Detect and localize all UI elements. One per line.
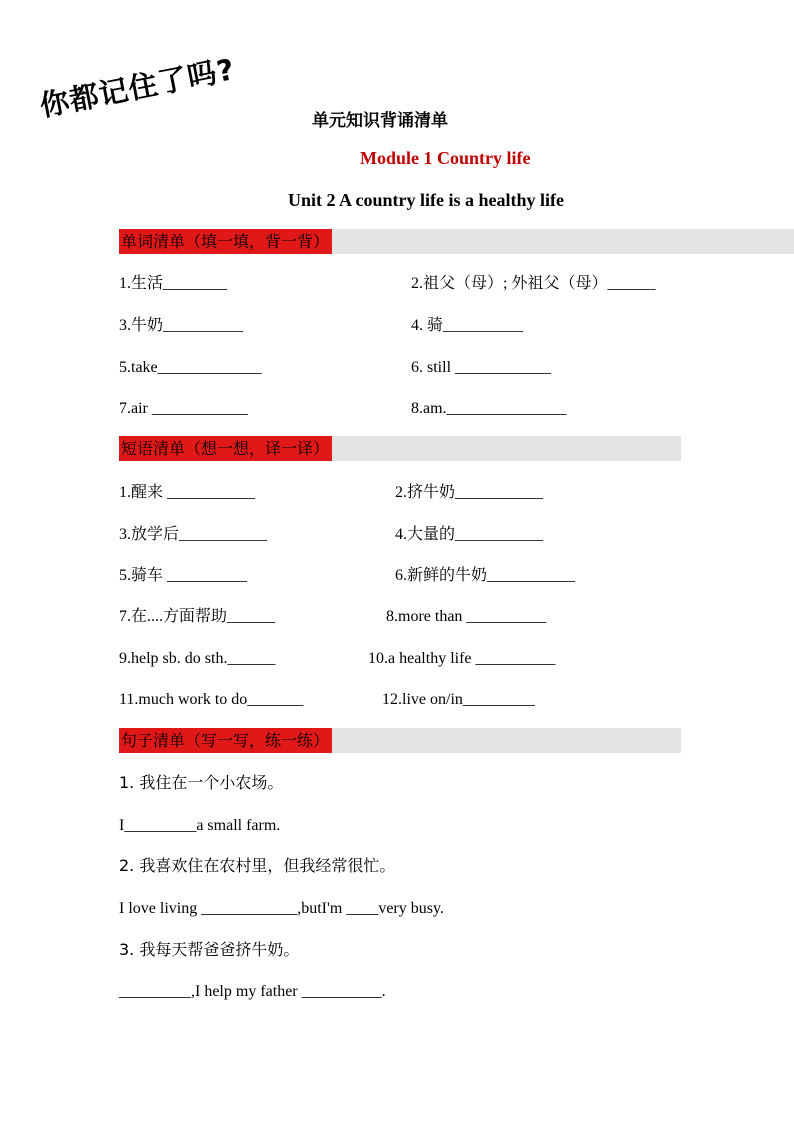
sentence-prompt: 2. 我喜欢住在农村里，但我经常很忙。 <box>119 856 396 875</box>
word-item: 3.牛奶__________ <box>119 317 244 334</box>
section-words-bar <box>119 229 794 254</box>
word-item: 1.生活________ <box>119 275 228 292</box>
section-sentences-bar <box>119 728 681 753</box>
sentence-prompt: 3. 我每天帮爸爸挤牛奶。 <box>119 940 300 959</box>
phrase-item: 12.live on/in_________ <box>382 691 535 708</box>
sentence-answer: I_________a small farm. <box>119 817 281 834</box>
word-item: 5.take_____________ <box>119 359 262 376</box>
word-item: 6. still ____________ <box>411 359 552 376</box>
phrase-item: 6.新鲜的牛奶___________ <box>395 567 576 584</box>
phrase-item: 3.放学后___________ <box>119 526 268 543</box>
section-sentences-label: 句子清单（写一写，练一练） <box>119 728 332 753</box>
stamp-handwritten: 你都记住了吗? <box>37 51 238 124</box>
word-item: 2.祖父（母）; 外祖父（母）______ <box>411 275 656 292</box>
unit-title: Unit 2 A country life is a healthy life <box>288 190 564 210</box>
phrase-item: 5.骑车 __________ <box>119 567 248 584</box>
sentence-prompt: 1. 我住在一个小农场。 <box>119 773 284 792</box>
sentence-answer: I love living ____________,butI'm ____very busy. <box>119 900 444 917</box>
word-item: 4. 骑__________ <box>411 317 524 334</box>
phrase-item: 10.a healthy life __________ <box>368 650 556 667</box>
word-item: 8.am._______________ <box>411 400 567 417</box>
phrase-item: 9.help sb. do sth.______ <box>119 650 276 667</box>
section-phrases-bar <box>119 436 681 461</box>
document-title: 单元知识背诵清单 <box>312 111 448 131</box>
module-title: Module 1 Country life <box>360 148 531 168</box>
phrase-item: 4.大量的___________ <box>395 526 544 543</box>
word-item: 7.air ____________ <box>119 400 248 417</box>
phrase-item: 8.more than __________ <box>386 608 547 625</box>
section-words-label: 单词清单（填一填，背一背） <box>119 229 332 254</box>
phrase-item: 2.挤牛奶___________ <box>395 484 544 501</box>
phrase-item: 7.在....方面帮助______ <box>119 608 276 625</box>
phrase-item: 1.醒来 ___________ <box>119 484 256 501</box>
sentence-answer: _________,I help my father __________. <box>119 983 386 1000</box>
phrase-item: 11.much work to do_______ <box>119 691 304 708</box>
section-phrases-label: 短语清单（想一想，译一译） <box>119 436 332 461</box>
